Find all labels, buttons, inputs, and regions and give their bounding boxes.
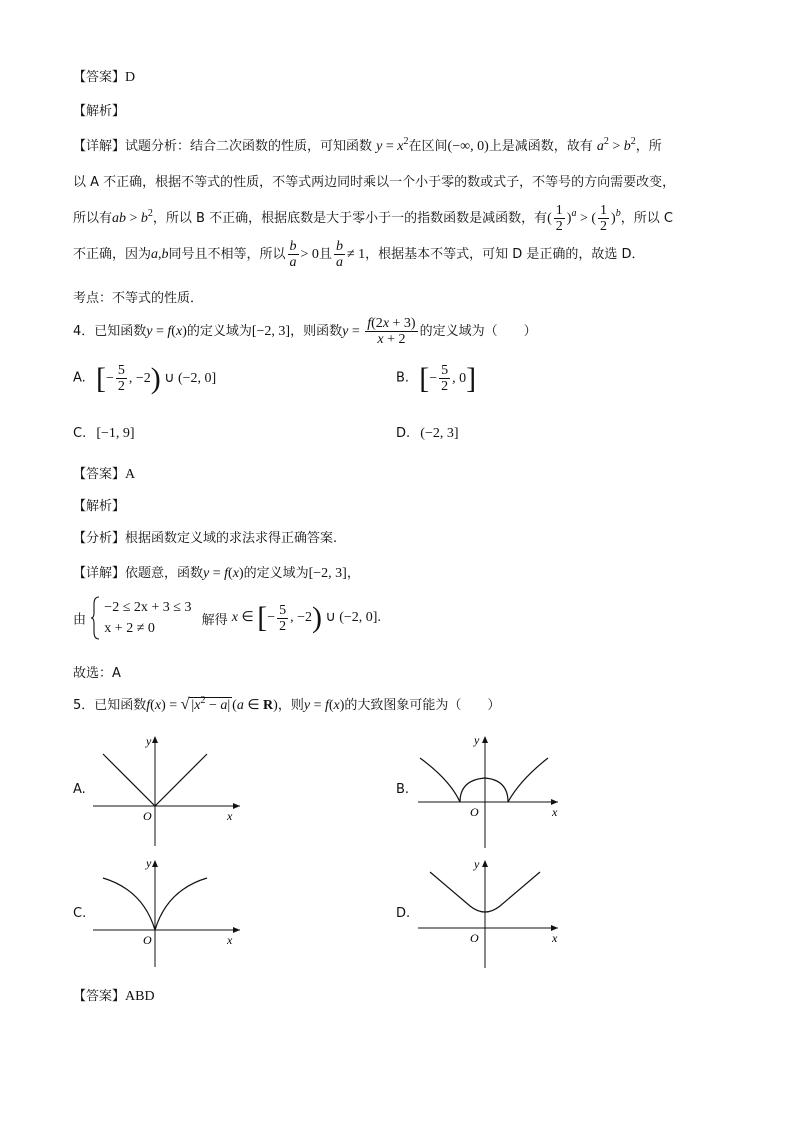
answer-value: D bbox=[125, 70, 136, 85]
answer-value: A bbox=[125, 467, 136, 482]
q4-option-d[interactable] bbox=[396, 426, 459, 442]
q4-conclusion: 故选：A bbox=[73, 666, 121, 681]
math-solution-set: x ∈ [− $\frac{5}{2}$ , −2) ∪ (−2, 0]. bbox=[231, 601, 381, 634]
axis-y-label: y bbox=[146, 734, 152, 748]
option-label: A. bbox=[73, 370, 86, 386]
math-sqrt-abs: √ $|x^2 - a|$ bbox=[180, 695, 231, 713]
graph-a[interactable] bbox=[85, 728, 255, 853]
q4-solution-system bbox=[73, 596, 381, 640]
detail-text: ， bbox=[346, 566, 360, 581]
detail-text: 同号且不相等，所以 bbox=[168, 247, 286, 262]
origin-label: O bbox=[143, 809, 152, 823]
math-y-eq-fx: y bbox=[203, 566, 210, 581]
math-y-eq-x2: y bbox=[376, 139, 383, 154]
q4-stem: 4．已知函数y = f(x)的定义域为[−2, 3]，则函数y = $\frac{f(2x + 3)}{x + 2}$ 的定义域为（ ） bbox=[73, 316, 537, 347]
detail-text: 上是减函数，故有 bbox=[488, 139, 593, 154]
q5-stem: 5．已知函数f(x) = √ $|x^2 - a|$ (a ∈ R)，则y = f(x)的大致图象可能为（ ） bbox=[73, 695, 501, 713]
math-interval: (−∞, 0) bbox=[447, 139, 489, 154]
math-half-power-a: ( $\frac{1}{2}$ )$^a$ > ( $\frac{1}{2}$ )$^b$ bbox=[547, 203, 621, 235]
graph-d[interactable] bbox=[412, 852, 592, 972]
option-label: D. bbox=[396, 426, 411, 441]
axis-y-label: y bbox=[146, 856, 152, 870]
graph-b[interactable] bbox=[412, 728, 592, 853]
system-line-2: x + 2 ≠ 0 bbox=[104, 621, 155, 636]
detail-text: 依题意，函数 bbox=[125, 566, 204, 581]
math-b-over-a-gt-0: $\frac{b}{a}$ > 0 bbox=[289, 239, 319, 271]
math-domain: [−2, 3] bbox=[308, 566, 347, 581]
detail-text: 所以有 bbox=[73, 211, 113, 226]
origin-label: O bbox=[470, 805, 479, 819]
detail-text: ，根据基本不等式，可知 D 是正确的，故选 D． bbox=[365, 247, 645, 262]
q3-answer-line bbox=[73, 66, 135, 86]
fenxi-text: 根据函数定义域的求法求得正确答案. bbox=[125, 531, 338, 546]
answer-label: 【答案】 bbox=[73, 989, 126, 1004]
fenxi-label: 【分析】 bbox=[73, 531, 126, 546]
detail-text: 的定义域为 bbox=[243, 566, 309, 581]
q4-option-b[interactable] bbox=[396, 363, 476, 394]
math-a-b: a bbox=[151, 247, 159, 262]
option-d-value: (−2, 3] bbox=[420, 426, 459, 441]
detail-label: 【详解】 bbox=[73, 566, 126, 581]
axis-x-label: x bbox=[552, 931, 558, 945]
answer-label: 【答案】 bbox=[73, 70, 126, 85]
q3-detail-line3: 所以有ab > $b^2$，所以 B 不正确，根据底数是大于零小于一的指数函数是减函数，有( $\frac{1}{2}$ )$^a$ > ( $\frac{1}{2}$ )$^b$，所以 C bbox=[73, 203, 673, 235]
graph-c-label: C. bbox=[73, 906, 87, 921]
graph-b-label: B. bbox=[396, 782, 410, 797]
origin-label: O bbox=[143, 933, 152, 947]
stem-text: ，则 bbox=[277, 698, 304, 713]
detail-text: 试题分析：结合二次函数的性质，可知函数 bbox=[125, 139, 373, 154]
option-b-value: [− $\frac{5}{2}$ , 0] bbox=[419, 361, 477, 395]
graph-c[interactable] bbox=[85, 852, 255, 972]
option-a-value: [− $\frac{5}{2}$ , −2) ∪ (−2, 0] bbox=[95, 361, 217, 395]
left-brace bbox=[90, 596, 100, 640]
q4-option-a[interactable] bbox=[73, 363, 216, 394]
q4-option-c[interactable] bbox=[73, 426, 135, 442]
graph-d-label: D. bbox=[396, 906, 411, 921]
axis-y-label: y bbox=[474, 857, 480, 871]
stem-text: 的定义域为 bbox=[186, 324, 252, 339]
origin-label: O bbox=[470, 931, 479, 945]
detail-text: ，所以 B 不正确，根据底数是大于零小于一的指数函数是减函数，有 bbox=[152, 211, 548, 226]
detail-text: 且 bbox=[318, 247, 332, 262]
math-a2-gt-b2: a bbox=[596, 139, 604, 154]
detail-text: 不正确，因为 bbox=[73, 247, 152, 262]
q5-answer-line bbox=[73, 985, 155, 1005]
detail-text: 在区间 bbox=[408, 139, 448, 154]
q4-answer-line bbox=[73, 463, 135, 483]
stem-text: 的定义域为（ ） bbox=[419, 324, 537, 339]
option-c-value: [−1, 9] bbox=[96, 426, 135, 441]
inequality-system bbox=[90, 596, 191, 640]
axis-x-label: x bbox=[227, 933, 233, 947]
q4-fenxi bbox=[73, 527, 337, 546]
q3-analysis-label: 【解析】 bbox=[73, 104, 126, 119]
q3-detail-line1: 【详解】试题分析：结合二次函数的性质，可知函数 $y = x^2$在区间(−∞, 0)上是减函数，故有 $a^2 > b^2$，所 bbox=[73, 136, 662, 154]
math-function-def: f bbox=[146, 698, 151, 713]
q3-kaodian: 考点：不等式的性质． bbox=[73, 291, 204, 306]
option-label: C. bbox=[73, 426, 87, 441]
stem-text: 5．已知函数 bbox=[73, 698, 147, 713]
math-composite-function: y bbox=[342, 324, 349, 339]
answer-value: ABD bbox=[125, 989, 155, 1004]
solution-text: 由 bbox=[73, 612, 87, 628]
math-b-over-a-ne-1: $\frac{b}{a}$ ≠ 1 bbox=[335, 239, 366, 271]
math-domain: [−2, 3] bbox=[251, 324, 291, 339]
stem-text: ，则函数 bbox=[290, 324, 343, 339]
stem-text: 4．已知函数 bbox=[73, 324, 147, 339]
stem-text: 的大致图象可能为（ ） bbox=[344, 698, 501, 713]
axis-x-label: x bbox=[227, 809, 233, 823]
q4-detail: 【详解】依题意，函数y = f(x)的定义域为[−2, 3]， bbox=[73, 566, 360, 581]
system-line-1: −2 ≤ 2x + 3 ≤ 3 bbox=[104, 600, 192, 615]
axis-y-label: y bbox=[474, 733, 480, 747]
graph-a-label: A. bbox=[73, 782, 86, 797]
math-y-eq-fx: y bbox=[146, 324, 153, 339]
option-label: B. bbox=[396, 370, 410, 386]
q3-detail-line2: 以 A 不正确，根据不等式的性质，不等式两边同时乘以一个小于零的数或式子，不等号的方向需要改变， bbox=[73, 175, 676, 190]
answer-label: 【答案】 bbox=[73, 467, 126, 482]
q4-analysis-label: 【解析】 bbox=[73, 499, 126, 514]
detail-text: ，所 bbox=[635, 139, 662, 154]
detail-label: 【详解】 bbox=[73, 139, 126, 154]
axis-x-label: x bbox=[552, 805, 558, 819]
detail-text: ，所以 C bbox=[620, 211, 673, 226]
q3-detail-line4: 不正确，因为a,b同号且不相等，所以 $\frac{b}{a}$ > 0且 $\frac{b}{a}$ ≠ 1，根据基本不等式，可知 D 是正确的，故选 D． bbox=[73, 239, 645, 271]
math-ab-gt-b2: ab bbox=[112, 211, 127, 226]
solution-text: 解得 bbox=[201, 612, 228, 628]
